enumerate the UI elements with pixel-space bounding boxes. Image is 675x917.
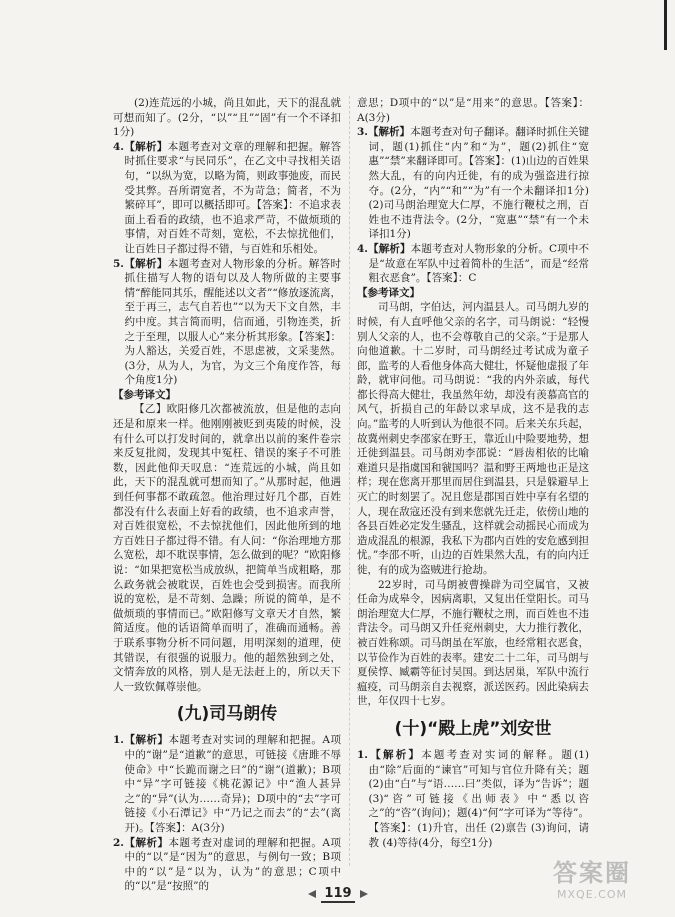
page-edge-bar bbox=[664, 0, 667, 50]
page-number-text: 119 bbox=[321, 886, 354, 903]
item-tag: 4.【解析】 bbox=[113, 140, 168, 153]
watermark-main: 答案圈 bbox=[553, 859, 631, 887]
section-title-9: (九)司马朗传 bbox=[176, 704, 278, 725]
translation-heading: 【参考译文】 bbox=[357, 286, 420, 299]
answer-paragraph: 意思；D项中的“以”是“用来”的意思。【答案】：A(3分) bbox=[357, 97, 589, 124]
translation-heading: 【参考译文】 bbox=[113, 388, 176, 401]
section-title-10: (十)“殿上虎”刘安世 bbox=[394, 718, 552, 739]
watermark-logo bbox=[512, 858, 672, 914]
item-tag: 1.【解析】 bbox=[357, 748, 422, 761]
answer-item-1 bbox=[113, 733, 341, 835]
page-number bbox=[306, 885, 370, 903]
item-text: 本题考查对句子翻译。翻译时抓住关键词，题(1)抓住“内”和“为”，题(2)抓住“宽惠”“禁”来翻译即可。【答案】：(1)山边的百姓果然大乱，有的向内迁徙，有的成为强盗进行掠夺。(2分，“内”“和”“为”有一个未翻译扣1分) (2)司马朗治理宽大仁厚，不施行鞭杖之刑，百姓也不违背法令。(2分，“宽惠”“禁”有一个未译扣1分) bbox=[368, 126, 589, 241]
item-tag: 5.【解析】 bbox=[113, 257, 168, 270]
answer-item-5 bbox=[113, 257, 341, 388]
item-text: 本题考查对实词的解释。题(1)由“除”后面的“谏官”可知与官位升降有关；题(2)由“白”与“语……曰”类似，译为“告诉”；题(3)“咨”可链接《出师表》中“悉以咨之”的“咨”(询问)；题(4)“何”字可译为“等待”。【答案】：(1)升官，出任 (2)禀告 (3)询问，请教 (4)等待(4分，每空1分) bbox=[368, 748, 589, 849]
left-column bbox=[113, 96, 341, 894]
column-divider bbox=[349, 96, 350, 866]
answer-item-4 bbox=[357, 242, 589, 286]
item-text: 本题考查对实词的理解和把握。A项中的“谢”是“道歉”的意思，可链接《唐雎不辱使命》中“长跪而谢之曰”的“谢”(道歉)；B项中“异”字可链接《桃花源记》中“渔人甚异之”的“异”(认为……奇异)；D项中的“去”字可链接《小石潭记》中“乃记之而去”的“去”(离开)。【答案】：A(3分) bbox=[124, 734, 341, 834]
item-tag: 4.【解析】 bbox=[357, 242, 411, 255]
answer-item-3 bbox=[357, 125, 589, 242]
item-tag: 1.【解析】 bbox=[113, 734, 169, 747]
translation-paragraph: 22岁时，司马朗被曹操辟为司空属官，又被任命为成皋令，因病离职，又复出任堂阳长。司马朗治理宽大仁厚，不施行鞭杖之刑，而百姓也不违背法令。司马朗又升任兖州刺史，大力推行教化，被百姓称颂。司马朗虽在军旅，也经常粗衣恶食，以节俭作为百姓的表率。建安二十二年，司马朗与夏侯惇、臧霸等征讨吴国。到达居巢，军队中流行瘟疫，司马朗亲自去视察，派送医药。因此染病去世，年仅四十七岁。 bbox=[357, 578, 589, 708]
item-tag: 3.【解析】 bbox=[357, 126, 411, 139]
item-text: 本题考查对文章的理解和把握。解答时抓住要求“与民同乐”，在乙文中寻找相关语句，“以纵为宽，以略为简，则政事弛废，而民受其弊。吾所谓宽者，不为苛急；简者，不为繁碎耳”，即可以概括即可。【答案】：不追求表面上看看的政绩，也不追求严苛，不做烦琐的事情，对百姓不苛刻，宽松，不去惊扰他们，让百姓日子都过得不错，与百姓和乐相处。 bbox=[124, 140, 342, 255]
right-column bbox=[357, 96, 589, 850]
answer-item-1 bbox=[357, 748, 589, 850]
item-tag: 2.【解析】 bbox=[113, 836, 169, 849]
item-text: 本题考查对虚词的理解和把握。A项中的“以”是“因为”的意思，与例句一致；B项中的“以”是“以为，认为”的意思；C项中的“以”是“按照”的 bbox=[124, 836, 341, 893]
item-text: 本题考查对人物形象的分析。C项中不是“故意在军队中过着简朴的生活”，而是“经常粗衣恶食”。【答案】：C bbox=[368, 242, 589, 285]
answer-item-4 bbox=[113, 140, 341, 257]
item-text: 本题考查对人物形象的分析。解答时抓住描写人物的语句以及人物所做的主要事情“醉能同其乐，醒能述以文者”“修放逐流离，至于再三，志气自若也”“以为天下文自然，丰约中度。其言简而明，信而通，引物连类，折之于至理，以服人心”来分析其形象。【答案】：为人豁达，关爱百姓，不思虑被，文采斐然。(3分，从为人，为官，为文三个角度作答，每个角度1分) bbox=[124, 257, 342, 387]
translation-paragraph: 司马朗，字伯达，河内温县人。司马朗九岁的时候，有人直呼他父亲的名字，司马朗说：“轻慢别人父亲的人，也不会尊敬自己的父亲。”于是那人向他道歉。十二岁时，司马朗经过考试成为童子郎，监考的人看他身体高大健壮，怀疑他虚报了年龄，就审问他。司马朗说：“我的内外亲戚，每代都长得高大健壮，我虽然年幼，却没有羡慕高官的风气，折损自己的年龄以求早成，这不是我的志向。”监考的人听到认为他很不同。后来关东兵起，故冀州刺史李邵家在野王，靠近山中险要地势，想迁徙到温县。司马朗劝李邵说：“唇齿相依的比喻难道只是指虞国和虢国吗？温和野王两地也正是这样；现在您离开那里而居住到温县，只是躲避早上灭亡的时刻罢了。况且您是郡国百姓中享有名望的人，现在敌寇还没有到来您就先迁走，依傍山地的各县百姓必定发生骚乱，这样就会动摇民心而成为造成混乱的根源，我私下为郡内百姓的安危感到担忧。”李邵不听，山边的百姓果然大乱，有的向内迁徙，有的成为盗贼进行抢劫。 bbox=[357, 301, 589, 576]
watermark-sub: MXQE.COM bbox=[557, 888, 627, 901]
translation-paragraph: 【乙】欧阳修几次都被流放，但是他的志向还是和原来一样。他刚刚被贬到夷陵的时候，没有什么可以打发时间的，就拿出以前的案件卷宗来反复批阅，发现其中冤枉、错误的案子不可胜数，因此他仰天叹息：“连荒远的小城，尚且如此，天下的混乱就可想而知了。”从那时起，他遇到任何事都不敢疏忽。他治理过好几个郡，百姓都没有什么表面上好看的政绩，也不追求声誉，对百姓很宽松，不去惊扰他们，因此他所到的地方百姓日子都过得不错。有人问：“你治理地方那么宽松，却不耽误事情，怎么做到的呢？”欧阳修说：“如果把宽松当成放纵，把简单当成粗略，那么政务就会被耽误，百姓也会受到损害。而我所说的宽松，是不苛刻、急躁；所说的简单，是不做烦琐的事情而已。”欧阳修写文章天才自然，繁简适度。他的话语简单而明了，准确而通畅。善于联系事物分析不同问题，用明深刻的道理，使其错误，有很强的说服力。他的超然独到之处，文情奔放的风格，别人是无法赶上的，所以天下人一致钦佩尊崇他。 bbox=[113, 403, 341, 693]
answer-paragraph: (2)连荒远的小城，尚且如此，天下的混乱就可想而知了。(2分，“以”“且”“固”有一个不译扣1分) bbox=[113, 97, 341, 139]
